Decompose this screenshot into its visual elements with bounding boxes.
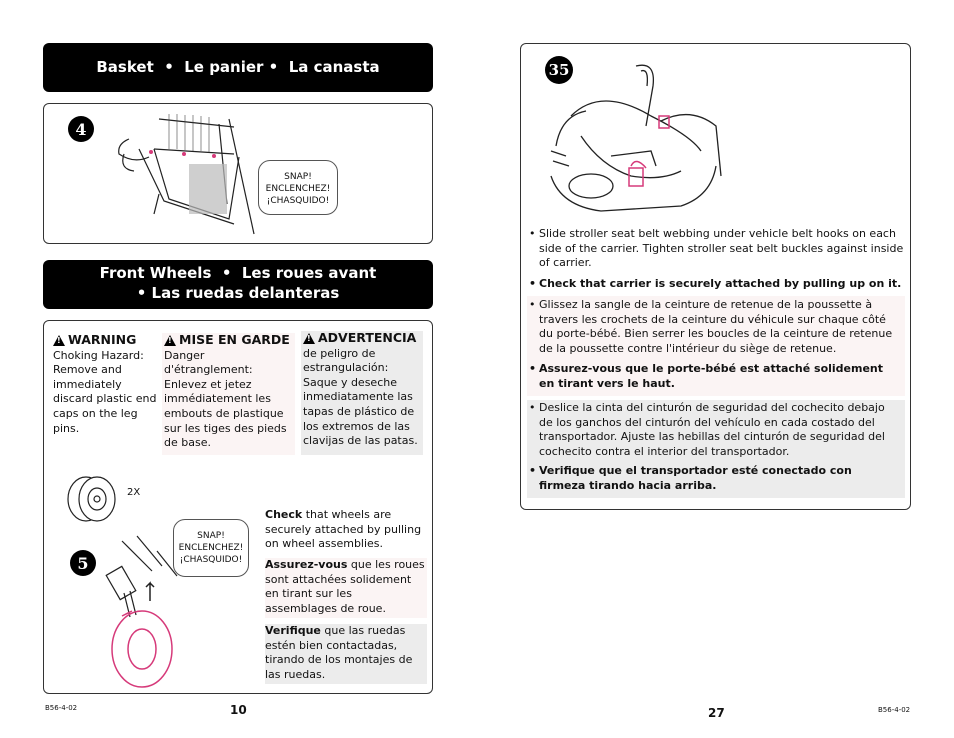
check-es-bold: Verifique <box>265 624 321 637</box>
en-instruction: • Slide stroller seat belt webbing under vehicle belt hooks on each side of the carrier. Tighten stroller seat belt buckles against inside of carrier. <box>529 227 905 271</box>
warning-fr-text: Danger d'étranglement: Enlevez et jetez immédiatement les embouts de plastique sur les tiges des pieds de base. <box>164 348 287 450</box>
check-fr-bold: Assurez-vous <box>265 558 348 571</box>
fr-instruction: • Glissez la sangle de la ceinture de retenue de la poussette à travers les crochets de la ceinture du véhicule sur chaque côté du porte-bébé. Bien serrer les boucles de la ceinture de retenue de la poussette contre l'intérieur du siège de retenue. <box>529 298 899 356</box>
snap-text-es: ¡CHASQUIDO! <box>179 555 243 565</box>
carrier-illustration <box>541 56 726 221</box>
snap-text-fr: ENCLENCHEZ! <box>178 543 244 553</box>
step5-panel <box>43 320 433 694</box>
check-fr-rest: que les roues sont attachées solidement en tirant sur les assemblages de roue. <box>265 558 425 615</box>
wheels-header-line2: • Las ruedas delanteras <box>136 284 340 302</box>
warning-es <box>301 331 423 455</box>
basket-header <box>43 43 433 92</box>
right-footer-code: B56-4-02 <box>878 706 911 714</box>
fr-section <box>527 296 905 396</box>
wheels-header <box>43 260 433 309</box>
left-footer-code: B56-4-02 <box>45 704 78 712</box>
step4-snap-callout <box>258 160 338 215</box>
basket-header-text: Basket • Le panier • La canasta <box>96 58 380 76</box>
step5-snap-callout <box>173 519 249 577</box>
warning-fr <box>162 333 295 455</box>
check-es-rest: que las ruedas estén bien contactadas, tirando de los montajes de las ruedas. <box>265 624 413 681</box>
right-page-number: 27 <box>708 706 725 720</box>
check-en <box>265 508 425 552</box>
warning-en <box>53 333 161 436</box>
step5-number: 5 <box>70 550 96 576</box>
snap-text-en: SNAP! <box>284 172 312 182</box>
warning-en-title: WARNING <box>68 332 137 347</box>
check-fr <box>265 558 427 618</box>
quantity-label: 2X <box>127 487 141 498</box>
warning-fr-title: MISE EN GARDE <box>179 332 290 347</box>
warning-en-text: Choking Hazard: Remove and immediately discard plastic end caps on the leg pins. <box>53 348 157 435</box>
step35-number: 35 <box>545 56 573 84</box>
step35-panel <box>520 43 911 510</box>
snap-text-en: SNAP! <box>197 531 225 541</box>
check-en-bold: Check <box>265 508 303 521</box>
en-check: • Check that carrier is securely attached by pulling up on it. <box>529 277 905 292</box>
check-en-rest: that wheels are securely attached by pulling on wheel assemblies. <box>265 508 422 551</box>
warning-triangle-icon <box>53 335 65 346</box>
snap-text-es: ¡CHASQUIDO! <box>266 196 330 206</box>
snap-text-fr: ENCLENCHEZ! <box>265 184 331 194</box>
wheel-pair-illustration <box>64 474 120 524</box>
step4-number: 4 <box>68 116 94 142</box>
warning-es-text: de peligro de estrangulación: Saque y deseche inmediatamente las tapas de plástico de los extremos de las clavijas de las patas. <box>303 346 418 448</box>
es-check: • Verifique que el transportador esté conectado con firmeza tirando hacia arriba. <box>529 464 899 493</box>
check-es <box>265 624 427 684</box>
fr-check: • Assurez-vous que le porte-bébé est attaché solidement en tirant vers le haut. <box>529 362 899 391</box>
step4-panel <box>43 103 433 244</box>
warning-es-title: ADVERTENCIA <box>318 330 417 345</box>
basket-illustration <box>109 109 279 239</box>
warning-triangle-icon <box>164 335 176 346</box>
es-section <box>527 400 905 498</box>
left-page-number: 10 <box>230 703 247 717</box>
warning-triangle-icon <box>303 333 315 344</box>
es-instruction: • Deslice la cinta del cinturón de seguridad del cochecito debajo de los ganchos del cinturón del vehículo en cada costado del transportador. Ajuste las hebillas del cinturón de seguridad del cochecito contra el interior del transportador. <box>529 401 889 459</box>
wheels-header-line1: Front Wheels • Les roues avant <box>99 264 377 282</box>
